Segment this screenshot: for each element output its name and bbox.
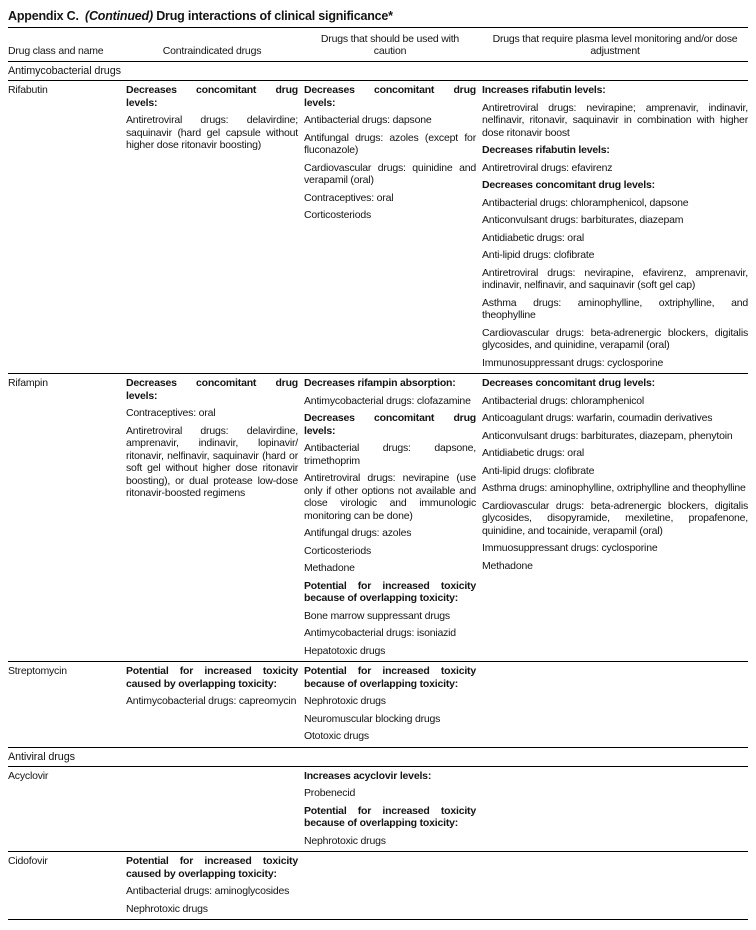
title-text: Drug interactions of clinical significance* — [156, 9, 393, 23]
cell-caution — [304, 854, 476, 915]
section-header: Antimycobacterial drugs — [8, 62, 748, 81]
cell-heading: Decreases concomitant drug levels: — [482, 377, 655, 389]
cell-text: Antimycobacterial drugs: clofazamine — [304, 394, 471, 407]
cell-monitoring — [482, 376, 748, 657]
cell-text: Methadone — [482, 559, 533, 572]
cell-text: Antifungal drugs: azoles — [304, 527, 412, 539]
cell-text: Anticonvulsant drugs: barbiturates, diazepam — [482, 214, 684, 226]
cell-text: Antibacterial drugs: dapsone — [304, 114, 432, 126]
drug-name: Cidofovir — [8, 855, 48, 867]
cell-heading: Potential for increased toxicity because of overlapping toxicity: — [304, 804, 476, 829]
cell-heading: Decreases rifampin absorption: — [304, 377, 456, 389]
cell-text: Antiretroviral drugs: delavirdine; saquinavir (hard gel capsule without higher dose ritonavir boosting) — [126, 114, 298, 151]
column-header-contraindicated: Contraindicated drugs — [162, 45, 262, 57]
cell-contraindicated — [126, 664, 298, 743]
cell-monitoring — [482, 664, 748, 743]
cell-text: Asthma drugs: aminophylline, oxtriphylline, and theophylline — [482, 296, 748, 321]
cell-heading: Decreases concomitant drug levels: — [304, 412, 476, 437]
cell-monitoring — [482, 854, 748, 915]
cell-text: Bone marrow suppressant drugs — [304, 609, 450, 622]
page-title — [8, 6, 748, 28]
column-header-monitoring: Drugs that require plasma level monitoring and/or dose adjustment — [492, 33, 738, 57]
cell-text: Antibacterial drugs: chloramphenicol, dapsone — [482, 196, 689, 209]
title-continued-label: (Continued) — [85, 9, 153, 23]
table-header-row — [8, 28, 748, 62]
cell-heading: Decreases concomitant drug levels: — [126, 84, 298, 109]
cell-text: Contraceptives: oral — [304, 191, 394, 204]
cell-heading: Potential for increased toxicity caused by overlapping toxicity: — [126, 665, 298, 690]
cell-text: Antifungal drugs: azoles (except for fluconazole) — [304, 131, 476, 156]
cell-text: Antimycobacterial drugs: capreomycin — [126, 695, 297, 707]
cell-text: Anticoagulant drugs: warfarin, coumadin derivatives — [482, 412, 713, 424]
cell-text: Antiretroviral drugs: nevirapine (use only if other options not available and close virologic and immunologic monitoring can be done) — [304, 472, 476, 522]
cell-text: Cardiovascular drugs: beta-adrenergic blockers, digitalis glycosides, and quinidine, verapamil (oral) — [482, 326, 748, 351]
cell-heading: Decreases concomitant drug levels: — [482, 179, 655, 191]
cell-text: Antibacterial drugs: chloramphenicol — [482, 394, 645, 407]
cell-text: Antiretroviral drugs: delavirdine, amprenavir, indinavir, lopinavir/ ritonavir, nelfinavir, saquinavir (hard or soft gel without higher dose ritonavir boosting), or dual protease low-dose ritonavir-boosted regimens — [126, 424, 298, 499]
cell-text: Antiretroviral drugs: efavirenz — [482, 161, 613, 174]
cell-heading: Decreases concomitant drug levels: — [126, 377, 298, 402]
cell-text: Immunosuppressant drugs: cyclosporine — [482, 356, 664, 369]
cell-text: Antidiabetic drugs: oral — [482, 447, 585, 459]
cell-text: Contraceptives: oral — [126, 407, 216, 419]
drug-name: Acyclovir — [8, 769, 49, 782]
cell-text: Probenecid — [304, 787, 356, 799]
cell-contraindicated — [126, 376, 298, 657]
cell-text: Cardiovascular drugs: beta-adrenergic blockers, digitalis glycosides, disopyramide, mexiletine, propafenone, quinidine, and tocainide, verapamil (oral) — [482, 499, 748, 537]
cell-text: Antimycobacterial drugs: isoniazid — [304, 627, 456, 639]
cell-text: Nephrotoxic drugs — [126, 902, 208, 915]
cell-text: Antidiabetic drugs: oral — [482, 231, 585, 244]
cell-caution — [304, 769, 476, 848]
cell-text: Antibacterial drugs: dapsone, trimethoprim — [304, 442, 476, 467]
cell-heading: Increases rifabutin levels: — [482, 84, 606, 96]
cell-text: Cardiovascular drugs: quinidine and verapamil (oral) — [304, 161, 476, 186]
table-row — [8, 852, 748, 919]
cell-text: Nephrotoxic drugs — [304, 834, 386, 847]
drug-name: Rifampin — [8, 377, 48, 389]
cell-text: Nephrotoxic drugs — [304, 695, 386, 707]
cell-text: Corticosteriods — [304, 544, 372, 557]
cell-text: Antibacterial drugs: aminoglycosides — [126, 885, 290, 897]
column-header-caution: Drugs that should be used with caution — [320, 33, 460, 57]
cell-caution — [304, 376, 476, 657]
cell-text: Ototoxic drugs — [304, 730, 369, 742]
title-appendix-label: Appendix C. — [8, 9, 79, 23]
cell-text: Antiretroviral drugs: nevirapine, efavirenz, amprenavir, indinavir, nelfinavir, and saquinavir (soft gel cap) — [482, 266, 748, 291]
table-row — [8, 662, 748, 748]
cell-caution — [304, 83, 476, 369]
cell-text: Corticosteriods — [304, 209, 372, 221]
table-row — [8, 374, 748, 662]
table-body — [8, 62, 748, 920]
cell-caution — [304, 664, 476, 743]
column-header-drug-class: Drug class and name — [8, 45, 104, 57]
cell-text: Hepatotoxic drugs — [304, 644, 386, 657]
drug-name: Streptomycin — [8, 665, 67, 677]
cell-heading: Potential for increased toxicity because of overlapping toxicity: — [304, 579, 476, 604]
cell-text: Antiretroviral drugs: nevirapine; amprenavir, indinavir, nelfinavir, ritonavir, saquinavir in combination with higher dose ritonavir boost — [482, 101, 748, 139]
cell-contraindicated — [126, 854, 298, 915]
cell-text: Methadone — [304, 562, 355, 574]
section-header: Antiviral drugs — [8, 748, 748, 767]
cell-monitoring — [482, 769, 748, 848]
cell-text: Anticonvulsant drugs: barbiturates, diazepam, phenytoin — [482, 429, 733, 442]
table-row — [8, 767, 748, 853]
cell-heading: Decreases concomitant drug levels: — [304, 84, 476, 109]
cell-text: Anti-lipid drugs: clofibrate — [482, 464, 595, 477]
cell-heading: Decreases rifabutin levels: — [482, 144, 610, 156]
cell-text: Immuosuppressant drugs: cyclosporine — [482, 542, 658, 554]
cell-contraindicated — [126, 83, 298, 369]
cell-heading: Potential for increased toxicity because of overlapping toxicity: — [304, 665, 476, 690]
cell-monitoring — [482, 83, 748, 369]
cell-text: Neuromuscular blocking drugs — [304, 712, 441, 725]
table-row — [8, 81, 748, 374]
cell-contraindicated — [126, 769, 298, 848]
cell-heading: Potential for increased toxicity caused by overlapping toxicity: — [126, 855, 298, 880]
drug-name: Rifabutin — [8, 84, 48, 96]
cell-heading: Increases acyclovir levels: — [304, 769, 432, 782]
cell-text: Asthma drugs: aminophylline, oxtriphylline and theophylline — [482, 482, 746, 494]
cell-text: Anti-lipid drugs: clofibrate — [482, 249, 595, 261]
